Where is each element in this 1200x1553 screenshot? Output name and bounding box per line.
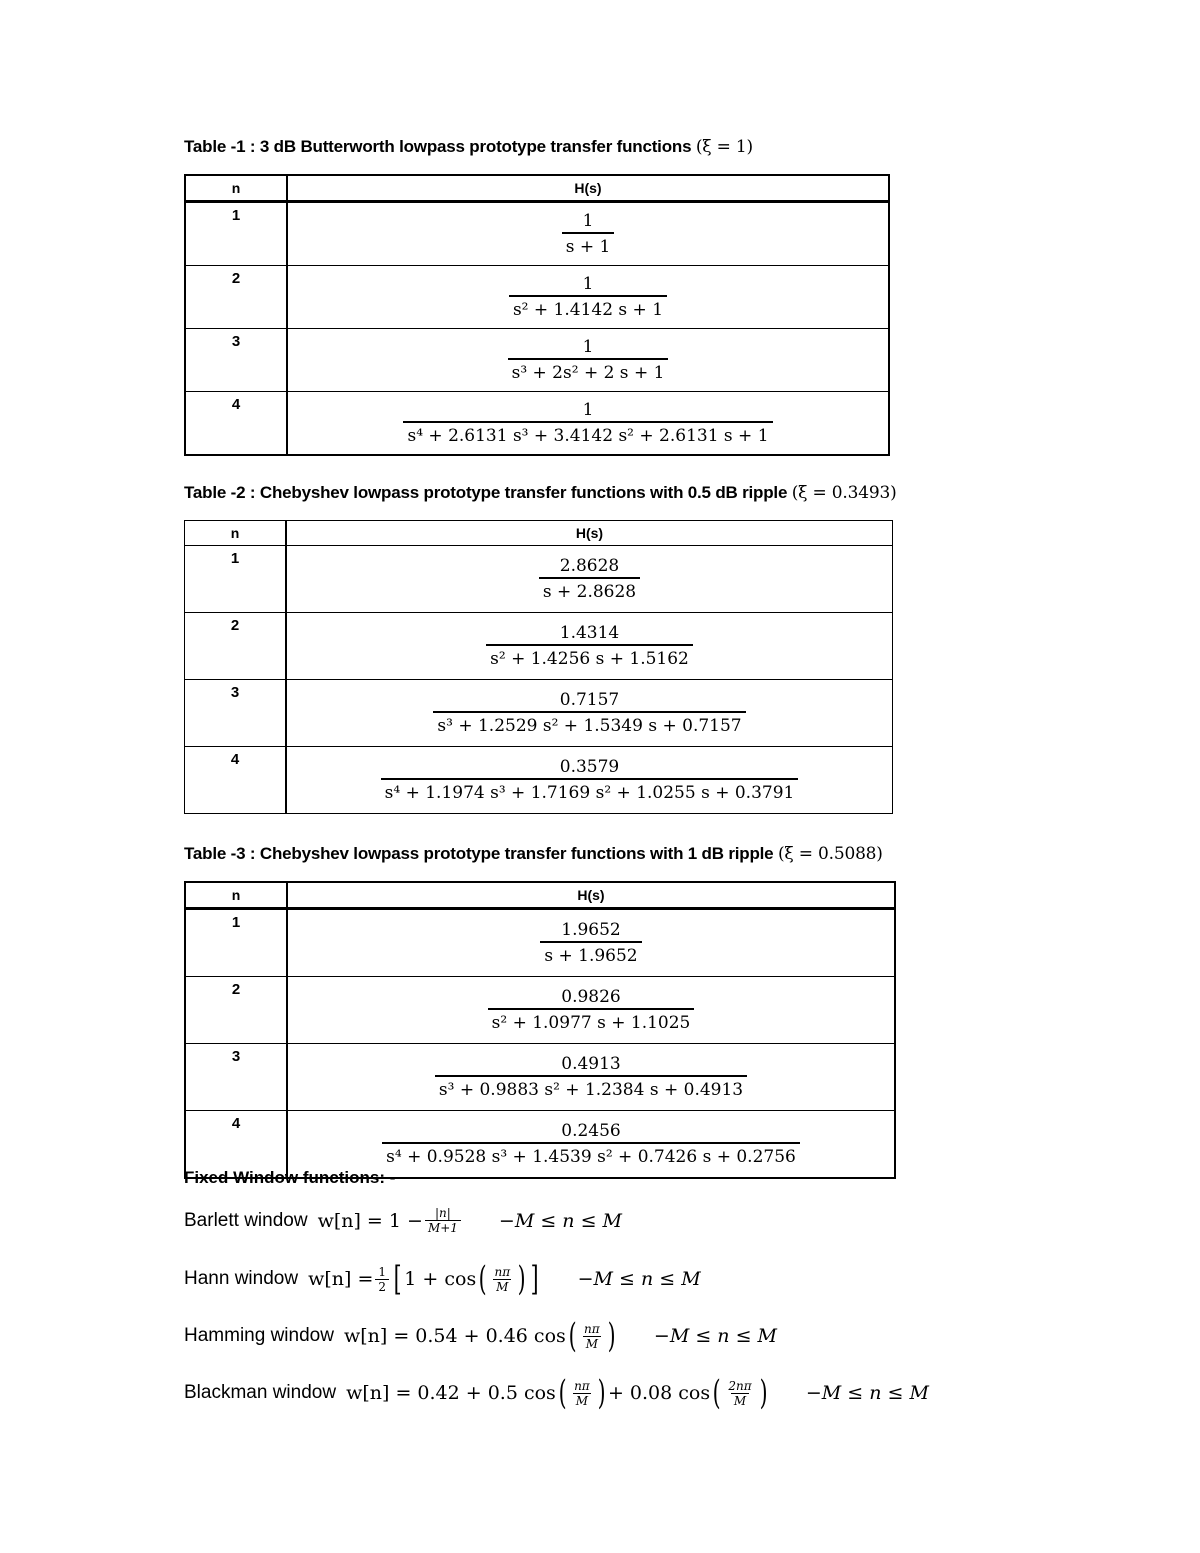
row-n: 3 — [185, 329, 287, 392]
row-n: 1 — [185, 909, 287, 977]
expression-lhs: w[n] = — [308, 1268, 374, 1290]
fraction — [425, 1206, 461, 1235]
header-n: n — [185, 882, 287, 909]
paren-open: ( — [558, 1373, 567, 1413]
numerator: 1 — [582, 211, 594, 231]
fraction-denominator: M — [493, 1279, 511, 1294]
header-n: n — [185, 175, 287, 202]
row-n: 4 — [185, 747, 287, 814]
paren-close: ) — [517, 1259, 526, 1299]
window-expression — [343, 1316, 618, 1356]
table-row — [185, 680, 893, 747]
row-n: 2 — [185, 613, 287, 680]
table-1-caption-text: Table -1 : 3 dB Butterworth lowpass prototype transfer functions — [184, 137, 692, 156]
numerator: 1 — [582, 400, 594, 420]
expression-middle: + 0.08 cos — [607, 1382, 711, 1404]
header-h: H(s) — [286, 521, 893, 546]
fraction-denominator: M — [583, 1336, 601, 1351]
denominator: s + 2.8628 — [539, 577, 640, 603]
window-name: Blackman window — [184, 1382, 337, 1403]
hann-window-formula — [184, 1259, 701, 1299]
fraction — [491, 1265, 513, 1294]
table-2-caption — [184, 483, 897, 503]
row-n: 3 — [185, 1044, 287, 1111]
denominator: s³ + 2s² + 2 s + 1 — [508, 358, 669, 384]
fraction — [581, 1322, 603, 1351]
table-3-chebyshev-1db — [184, 881, 896, 1179]
row-n: 1 — [185, 546, 287, 613]
transfer-function — [286, 613, 893, 680]
fraction-numerator: 2nπ — [728, 1378, 752, 1393]
header-h: H(s) — [287, 882, 895, 909]
bracket-close: ] — [531, 1259, 539, 1299]
transfer-function — [287, 909, 895, 977]
numerator: 0.9826 — [561, 987, 621, 1007]
window-functions-title: Fixed Window functions: - — [184, 1168, 396, 1187]
table-2-chebyshev-05db — [184, 520, 893, 814]
table-1-caption-param: (ξ = 1) — [695, 137, 753, 157]
fraction-denominator: M — [731, 1393, 749, 1408]
numerator: 2.8628 — [559, 556, 620, 576]
fraction-denominator: M — [573, 1393, 591, 1408]
window-expression — [318, 1206, 463, 1235]
transfer-function — [287, 1044, 895, 1111]
transfer-function — [286, 546, 893, 613]
table-header-row — [185, 521, 893, 546]
paren-close: ) — [759, 1373, 768, 1413]
table-1-caption — [184, 137, 753, 157]
expression-lhs: w[n] = 0.42 + 0.5 cos — [346, 1382, 556, 1404]
table-row — [185, 977, 895, 1044]
hamming-window-formula — [184, 1316, 777, 1356]
paren-close: ) — [607, 1316, 616, 1356]
row-n: 2 — [185, 977, 287, 1044]
numerator: 0.7157 — [559, 690, 620, 710]
denominator: s² + 1.0977 s + 1.1025 — [488, 1008, 695, 1034]
table-row — [185, 546, 893, 613]
transfer-function — [286, 747, 893, 814]
table-3-caption — [184, 844, 883, 864]
row-n: 4 — [185, 392, 287, 456]
window-name: Hann window — [184, 1268, 299, 1289]
paren-open: ( — [712, 1373, 721, 1413]
table-2-caption-param: (ξ = 0.3493) — [791, 483, 897, 503]
transfer-function — [287, 329, 889, 392]
numerator: 0.2456 — [561, 1121, 621, 1141]
transfer-function — [287, 266, 889, 329]
fraction-numerator: nπ — [584, 1321, 600, 1336]
transfer-function — [287, 977, 895, 1044]
table-row — [185, 909, 895, 977]
paren-close: ) — [597, 1373, 606, 1413]
table-row — [185, 1044, 895, 1111]
row-n: 3 — [185, 680, 287, 747]
transfer-function — [287, 202, 889, 266]
window-range: −M ≤ n ≤ M — [805, 1382, 929, 1404]
expression-lhs: w[n] = 0.54 + 0.46 cos — [343, 1325, 566, 1347]
header-h: H(s) — [287, 175, 889, 202]
expression-lhs: w[n] = 1 − — [317, 1209, 423, 1232]
table-row — [185, 392, 889, 456]
denominator: s² + 1.4256 s + 1.5162 — [486, 644, 693, 670]
fraction-numerator: nπ — [574, 1378, 590, 1393]
denominator: s⁴ + 2.6131 s³ + 3.4142 s² + 2.6131 s + 1 — [403, 421, 772, 447]
table-3-caption-param: (ξ = 0.5088) — [777, 844, 883, 864]
table-row — [185, 202, 889, 266]
transfer-function — [287, 392, 889, 456]
transfer-function — [286, 680, 893, 747]
numerator: 0.4913 — [561, 1054, 621, 1074]
row-n: 1 — [185, 202, 287, 266]
denominator: s + 1.9652 — [540, 941, 641, 967]
row-n: 2 — [185, 266, 287, 329]
window-range: −M ≤ n ≤ M — [653, 1325, 777, 1347]
table-header-row — [185, 175, 889, 202]
denominator: s³ + 1.2529 s² + 1.5349 s + 0.7157 — [433, 711, 745, 737]
fraction-numerator: 1 — [378, 1264, 387, 1279]
window-expression — [346, 1373, 770, 1413]
fraction — [571, 1379, 593, 1408]
fraction-numerator: |n| — [435, 1206, 451, 1220]
denominator: s⁴ + 0.9528 s³ + 1.4539 s² + 0.7426 s + 0.2756 — [382, 1142, 800, 1168]
table-3-caption-text: Table -3 : Chebyshev lowpass prototype transfer functions with 1 dB ripple — [184, 844, 774, 863]
denominator: s + 1 — [562, 232, 615, 258]
table-row — [185, 266, 889, 329]
fraction — [725, 1379, 754, 1408]
denominator: s⁴ + 1.1974 s³ + 1.7169 s² + 1.0255 s + 0.3791 — [381, 778, 799, 804]
numerator: 0.3579 — [559, 757, 620, 777]
paren-open: ( — [478, 1259, 487, 1299]
row-n: 4 — [185, 1111, 287, 1179]
window-range: −M ≤ n ≤ M — [577, 1268, 701, 1290]
header-n: n — [185, 521, 287, 546]
table-2-caption-text: Table -2 : Chebyshev lowpass prototype transfer functions with 0.5 dB ripple — [184, 483, 788, 502]
fraction-numerator: nπ — [494, 1264, 511, 1279]
numerator: 1.9652 — [561, 920, 621, 940]
bracket-open: [ — [393, 1259, 402, 1299]
expression-body: 1 + cos — [404, 1268, 477, 1290]
denominator: s³ + 0.9883 s² + 1.2384 s + 0.4913 — [435, 1075, 747, 1101]
fraction-denominator: M+1 — [425, 1220, 461, 1235]
paren-open: ( — [568, 1316, 577, 1356]
window-expression — [308, 1259, 542, 1299]
table-row — [185, 329, 889, 392]
table-header-row — [185, 882, 895, 909]
numerator: 1 — [582, 337, 594, 357]
fraction — [375, 1265, 389, 1294]
blackman-window-formula — [184, 1373, 929, 1413]
window-range: −M ≤ n ≤ M — [498, 1209, 622, 1232]
window-name: Barlett window — [184, 1209, 308, 1231]
fraction-denominator: 2 — [375, 1279, 389, 1294]
table-row — [185, 613, 893, 680]
numerator: 1.4314 — [559, 623, 620, 643]
numerator: 1 — [582, 274, 594, 294]
table-1-butterworth — [184, 174, 890, 456]
bartlett-window-formula — [184, 1206, 622, 1235]
table-row — [185, 747, 893, 814]
denominator: s² + 1.4142 s + 1 — [509, 295, 667, 321]
window-name: Hamming window — [184, 1325, 334, 1346]
